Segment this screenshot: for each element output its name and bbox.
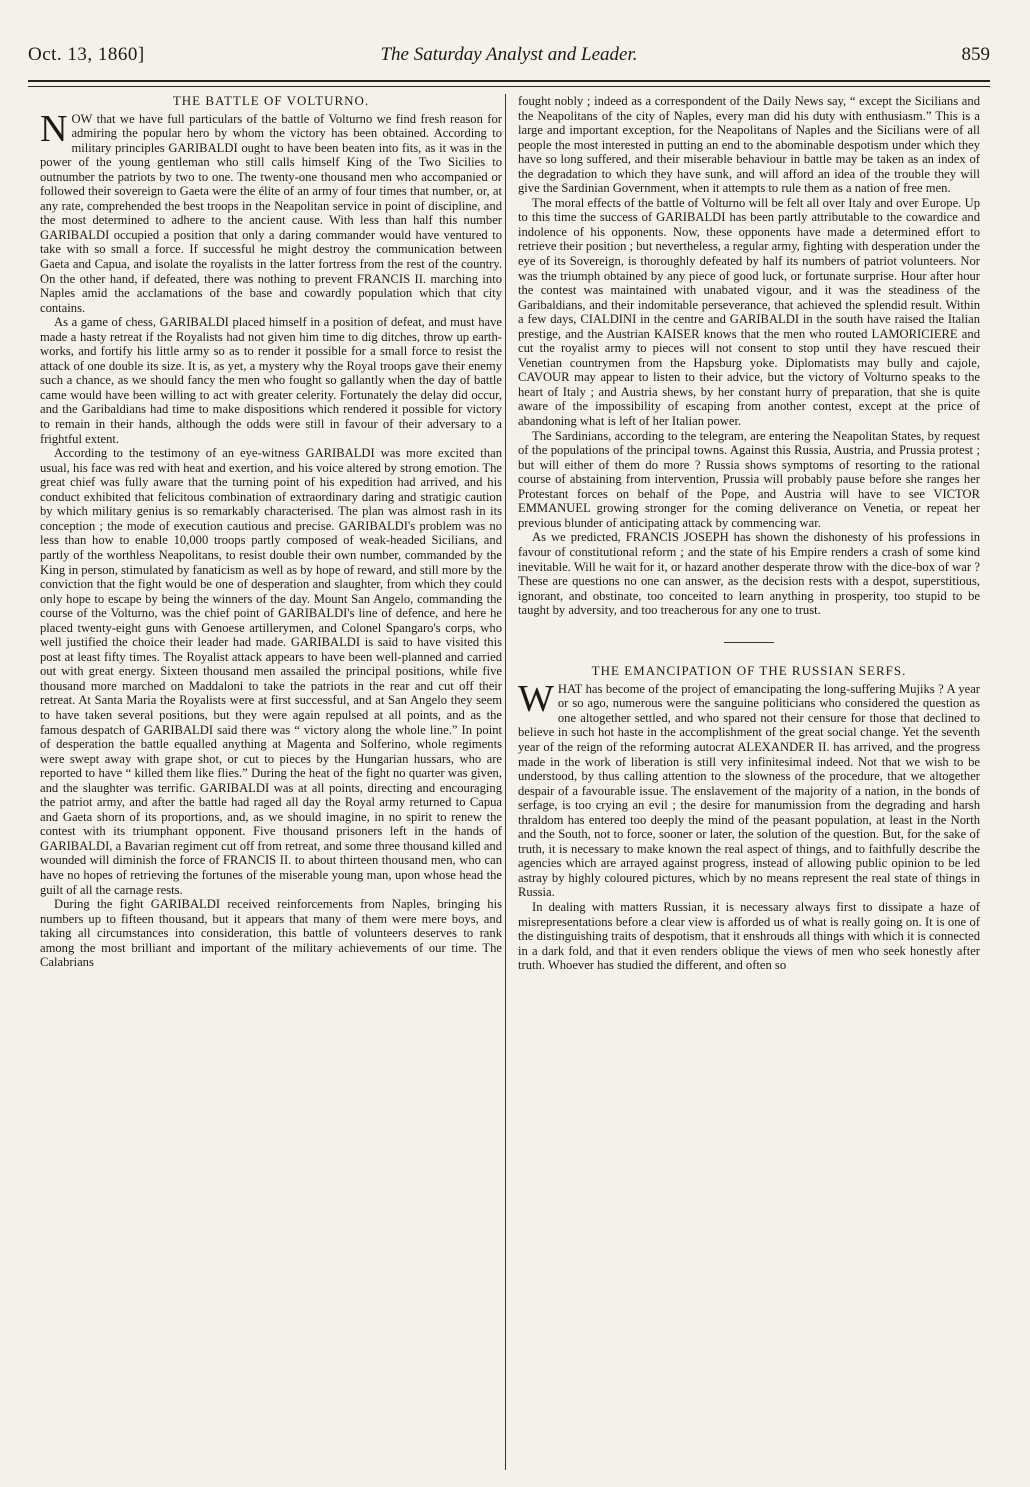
article-title-volturno: THE BATTLE OF VOLTURNO. xyxy=(172,93,370,108)
right-column xyxy=(518,94,980,973)
paragraph-text: HAT has become of the project of emancipating the long-suffering Mujiks ? A year or so ago, numerous were the sanguine politicians who considered the question as one altogether settled, and who spared not their censure for those that declined to believe in such hot haste in the accomplishment of the great social change. Yet the seventh year of the reign of the reforming autocrat ALEXANDER II. has arrived, and the progress made in the work of liberation is still very infinitesimal indeed. Not that we wish to be understood, by thus calling attention to the slowness of the procedure, that we altogether despair of a favourable issue. The enslavement of the majority of a nation, in the bonds of serfage, is too crying an evil ; the desire for manumission from the degrading and harsh thraldom has entered too deeply the mind of the peasant population, at least in the North and the South, not to force, sooner or later, the solution of the question. But, for the sake of truth, it is necessary to make known the real aspect of things, and to faithfully describe the agencies which are arrayed against progress, instead of allowing public opinion to be led astray by highly coloured pictures, which by no means represent the real state of things in Russia. xyxy=(518,681,980,900)
paragraph: In dealing with matters Russian, it is necessary always first to dissipate a haze of misrepresentations before a clear view is afforded us of what is really going on. It is one of the distinguishing traits of despotism, that it enshrouds all things with which it is connected in a dark fold, and that it even renders oblique the views of men who seek honestly after truth. Whoever has studied the different, and often so xyxy=(518,899,980,973)
paragraph-text: OW that we have full particulars of the battle of Volturno we find fresh reason for admiring the popular hero by whom the victory has been obtained. According to military principles GARIBALDI ought to have been beaten into fits, as it was in the power of the young gentleman who still calls himself King of the Two Sicilies to outnumber the patriots by two to one. The twenty-one thousand men who accompanied or followed their sovereign to Gaeta were the élite of an army of four times that number, or, at any rate, comprehended the best troops in the Neapolitan service in point of discipline, and the most determined to adhere to the ancient cause. With less than half this number GARIBALDI occupied a position that only a daring commander would have ventured to take with so small a force. If successful he might destroy the communication between Gaeta and Capua, and isolate the royalists in the latter fortress from the rest of the country. On the other hand, if defeated, there was nothing to prevent FRANCIS II. marching into Naples amid the acclamations of the base and cowardly population which that city contains. xyxy=(40,111,502,315)
paragraph: As a game of chess, GARIBALDI placed himself in a position of defeat, and must have made a hasty retreat if the Royalists had not given him time to dig ditches, throw up earth-works, and fortify his little army so as to render it possible for a small force to resist the attack of one double its size. It is, as yet, a mystery why the Royal troops gave their enemy such a chance, as we should fancy the men who fought so gallantly when the day of battle came would have been willing to act with greater celerity. Fortunately the delay did occur, and the Garibaldians had time to make dispositions which rendered it possible for victory to remain in their hands, although the odds were still in favour of their adversary to a frightful extent. xyxy=(40,315,502,446)
drop-cap: W xyxy=(518,677,554,720)
header-rule-thin xyxy=(28,86,990,87)
paragraph: The Sardinians, according to the telegram, are entering the Neapolitan States, by request of the populations of the principal towns. Against this Russia, Austria, and Prussia protest ; but will either of them do more ? Russia shows symptoms of resorting to the rational course of abstaining from intervention, Prussia will probably pause before she ranges her Protestant forces on behalf of the Pope, and Austria will have to see VICTOR EMMANUEL growing stronger for the coming deliverance on Venetia, or repeat her previous blunder of anticipating attack by commencing war. xyxy=(518,428,980,530)
article-separator xyxy=(518,632,980,647)
paragraph xyxy=(518,677,980,900)
left-column xyxy=(40,94,502,970)
issue-date: Oct. 13, 1860] xyxy=(28,44,145,65)
paragraph: The moral effects of the battle of Volturno will be felt all over Italy and over Europe. Up to this time the success of GARIBALDI has been partly attributable to the cowardice and indolence of his opponents. Now, these opponents have made a determined effort to retrieve their position ; but nevertheless, a regular army, fighting with desperation under the eye of its Sovereign, is thoroughly defeated by half its numbers of patriot volunteers. Nor was the triumph obtained by any piece of good luck, or fortunate surprise. Hour after hour the contest was maintained with unabated vigour, and it was the steadiness of the Garibaldians, and their indomitable perseverance, that achieved the splendid result. Within a few days, CIALDINI in the centre and GARIBALDI in the south have raised the Italian prestige, and the Austrian KAISER knows that the men who routed LAMORICIERE and cut the royalist army to pieces will not consent to stop until they have rescued their Venetian countrymen from the Hapsburg yoke. Diplomatists may bully and cajole, CAVOUR may appear to listen to their advice, but the victory of Volturno speaks to the heart of Italy ; and Austria shews, by her constant hurry of preparation, that she is quite aware of the impossibility of escaping from another contest, except at the price of abandoning what is left of her Italian power. xyxy=(518,195,980,429)
article-title-russian-serfs: THE EMANCIPATION OF THE RUSSIAN SERFS. xyxy=(591,663,907,679)
paragraph: fought nobly ; indeed as a correspondent of the Daily News say, “ except the Sicilians and the Neapolitans of the city of Naples, every man did his duty with enthusiasm.” This is a large and important exception, for the Neapolitans of Naples and the Sicilians were of all people the most interested in putting an end to the abominable despotism under which they have so long suffered, and their miserable behaviour in battle may be taken as an index of the degradation to which they have sunk, and will afford an idea of the trouble they will give the Sardinian Government, when it attempts to rule them as a nation of free men. xyxy=(518,94,980,196)
page-number: 859 xyxy=(961,44,990,65)
header-rule xyxy=(28,80,990,82)
drop-cap: N xyxy=(40,107,68,150)
page-header xyxy=(28,44,990,74)
paragraph: As we predicted, FRANCIS JOSEPH has shown the dishonesty of his professions in favour of constitutional reform ; and the state of his Empire renders a crash of some kind inevitable. Will he wait for it, or hazard another desperate throw with the dice-box of war ? These are questions no one can answer, as the decision rests with a despot, superstitious, ignorant, and obstinate, too conceited to learn anything in prosperity, too stupid to be taught by adversity, and too treacherous for any one to trust. xyxy=(518,530,980,618)
paragraph xyxy=(40,107,502,316)
publication-title: The Saturday Analyst and Leader. xyxy=(380,44,638,65)
paragraph: According to the testimony of an eye-witness GARIBALDI was more excited than usual, his face was red with heat and exertion, and his voice altered by strong emotion. The great chief was fully aware that the turning point of his expedition had arrived, and his conduct exhibited that felicitous combination of extraordinary daring and stratigic caution by which military genius is so remarkably characterised. The plan was almost rash in its conception ; the mode of execution cautious and precise. GARIBALDI's problem was no less than how to enable 10,000 troops partly composed of weak-headed Sicilians, and partly of the worthless Neapolitans, to resist double their own number, commanded by the King in person, stimulated by fanaticism as well as by hope of reward, and still more by the conviction that the fight would be one of desperation and slaughter, from which they could only hope to escape by being the winners of the day. Mount San Angelo, commanding the course of the Volturno, was the chief point of GARIBALDI's line of defence, and here he placed twenty-eight guns with Genoese artillerymen, and Colonel Spangaro's corps, who well justified the choice their leader had made. GARIBALDI is said to have visited this post at least fifty times. The Royalist attack appears to have been well-planned and carried out with great energy. Sixteen thousand men assailed the principal positions, while five thousand more marched on Maddaloni to take the patriots in the rear and cut off their retreat. At Santa Maria the Royalists were at first successful, and at San Angelo they seem to have taken several positions, but they were again repulsed at all points, and as the famous despatch of GARIBALDI said there was “ victory along the whole line.” In point of desperation the battle equalled anything at Magenta and Solferino, whole regiments were swept away with grape shot, or cut to pieces by the Hungarian hussars, who are reported to have “ killed them like flies.” During the heat of the fight no quarter was given, and the slaughter was terrific. GARIBALDI was at all points, directing and encouraging the patriot army, and after the battle had raged all day the Royal army returned to Capua and Gaeta shorn of its proportions, and, as we should imagine, in no spirit to renew the contest with its triumphant opponent. Five thousand prisoners left in the hands of GARIBALDI, a Bavarian regiment cut off from retreat, and some three thousand killed and wounded will diminish the force of FRANCIS II. to about thirteen thousand men, who can have no hopes of retrieving the fortunes of the miserable young man, upon whose head the guilt of all the carnage rests. xyxy=(40,446,503,897)
column-divider xyxy=(505,94,506,1470)
paragraph: During the fight GARIBALDI received reinforcements from Naples, bringing his numbers up to fifteen thousand, but it appears that many of them were mere boys, and taking all circumstances into consideration, this battle of volunteers deserves to rank among the most brilliant and important of the military achievements of our time. The Calabrians xyxy=(40,897,502,970)
